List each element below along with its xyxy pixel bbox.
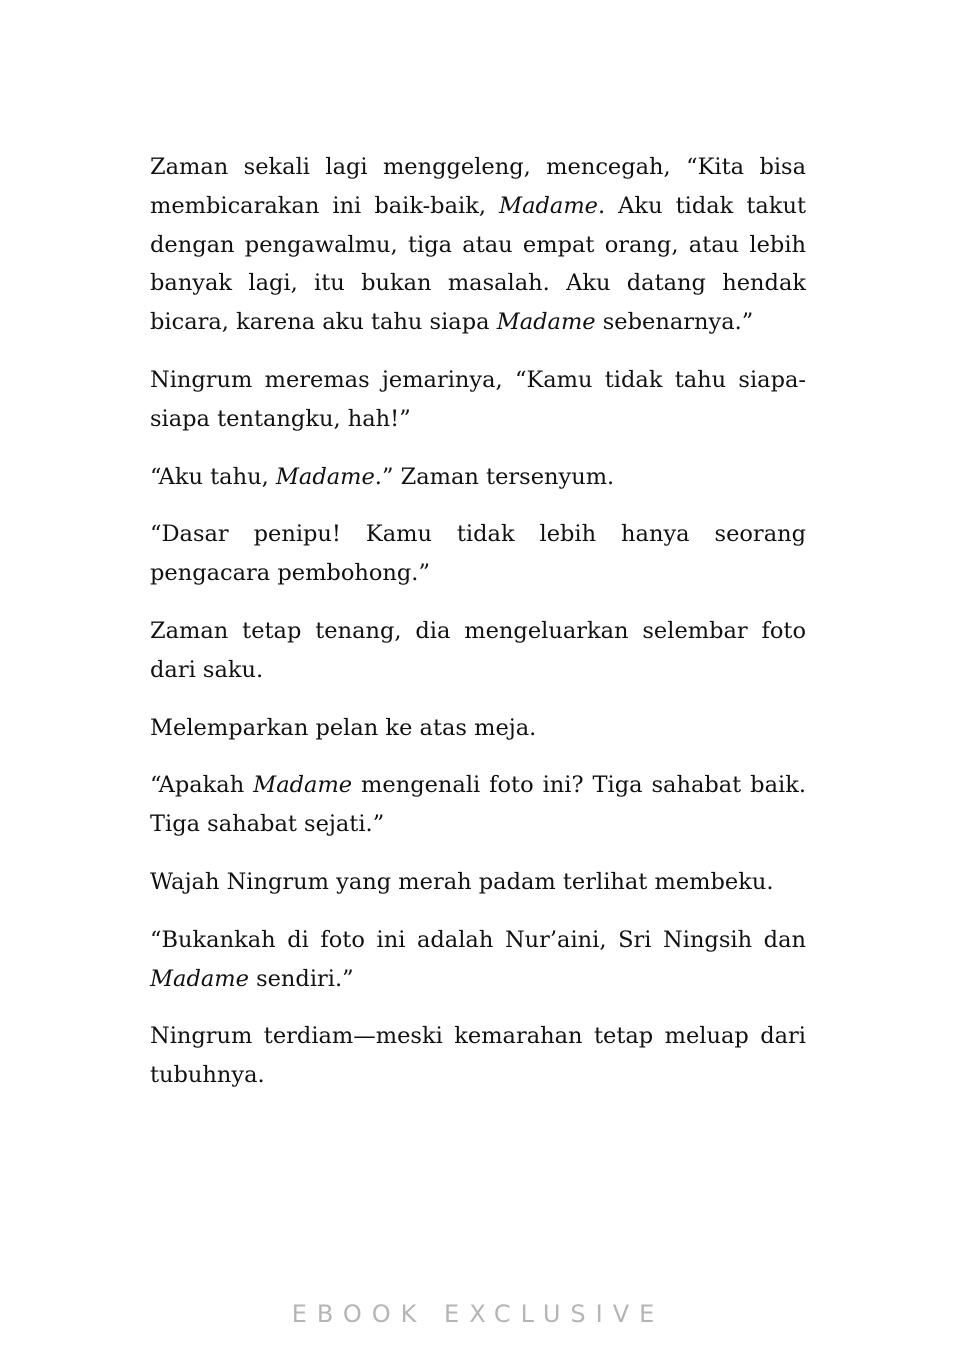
italic-text: Madame [253, 772, 353, 799]
page-body [150, 148, 806, 1095]
text-run: Zaman tetap tenang, dia mengeluarkan selembar foto dari saku. [150, 617, 806, 683]
text-run: sendiri.” [248, 965, 354, 992]
paragraph [150, 709, 806, 748]
text-run: sebenarnya.” [595, 309, 754, 336]
paragraph [150, 612, 806, 690]
italic-text: Madame [275, 463, 375, 490]
text-run: .” Zaman tersenyum. [374, 463, 615, 490]
paragraph [150, 921, 806, 999]
paragraph [150, 766, 806, 844]
text-run: . Aku tidak takut dengan pengawalmu, tiga atau empat orang, atau lebih banyak lagi, itu bukan masalah. Aku datang hendak bicara, karena aku tahu siapa [150, 192, 806, 336]
footer-label: EBOOK EXCLUSIVE [291, 1300, 665, 1328]
text-run: “Bukankah di foto ini adalah Nur’aini, Sri Ningsih dan [150, 926, 806, 953]
text-run: mengenali foto ini? Tiga sahabat baik. Tiga sahabat sejati.” [150, 772, 806, 838]
text-run: Ningrum terdiam—meski kemarahan tetap meluap dari tubuhnya. [150, 1023, 806, 1089]
text-run: Zaman sekali lagi menggeleng, mencegah, “Kita bisa membicarakan ini baik-baik, [150, 154, 806, 219]
paragraph [150, 148, 806, 342]
text-run: “Dasar penipu! Kamu tidak lebih hanya seorang pengacara pembohong.” [150, 521, 806, 587]
paragraph [150, 458, 806, 497]
text-run: “Apakah [150, 772, 254, 799]
paragraph [150, 515, 806, 593]
italic-text: Madame [150, 965, 249, 992]
text-run: Ningrum meremas jemarinya, “Kamu tidak tahu siapa-siapa tentangku, hah!” [150, 366, 806, 432]
paragraph [150, 863, 806, 902]
text-run: Wajah Ningrum yang merah padam terlihat membeku. [150, 868, 774, 895]
italic-text: Madame [499, 192, 598, 219]
paragraph [150, 361, 806, 439]
paragraph [150, 1017, 806, 1095]
text-run: Melemparkan pelan ke atas meja. [150, 714, 537, 741]
italic-text: Madame [496, 309, 596, 336]
text-run: “Aku tahu, [150, 463, 276, 490]
